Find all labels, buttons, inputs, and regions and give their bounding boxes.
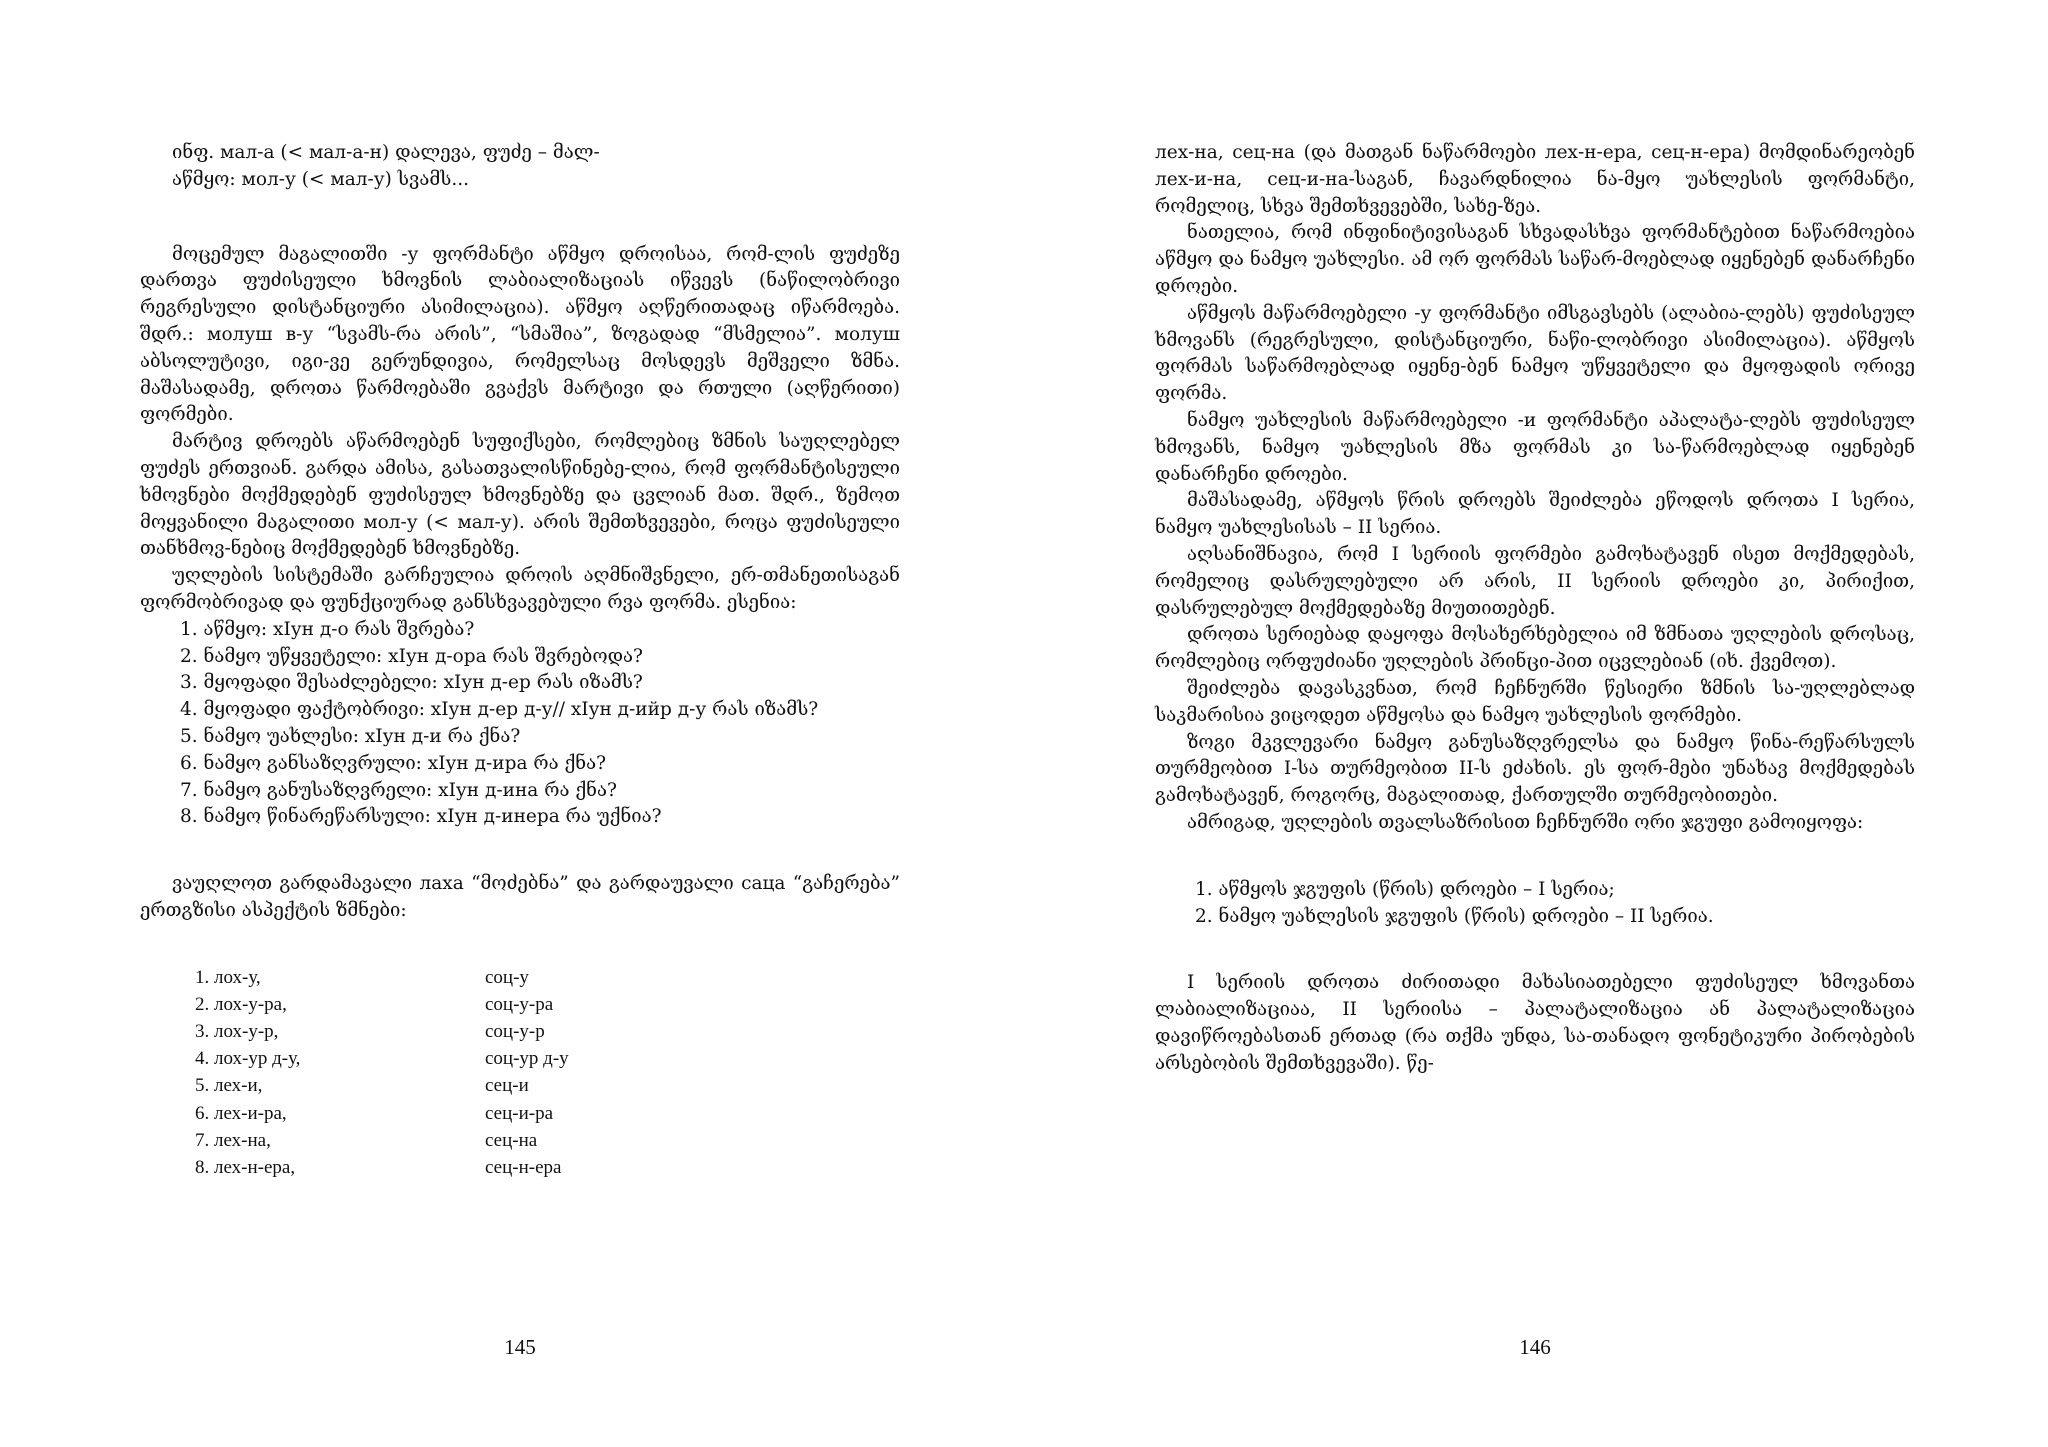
conjugation-intro: ვაუღლოთ გარდამავალი лаха “მოძებნა” და გარდაუვალი саца “გაჩერება” ერთგზისი ასპექტის ზმნები: — [140, 873, 900, 921]
spacer — [140, 194, 900, 242]
left-page — [140, 0, 900, 1447]
paragraph: მაშასადამე, აწმყოს წრის დროებს შეიძლება ეწოდოს დროთა I სერია, ნამყო უახლესისას – II სერია. — [1155, 490, 1915, 539]
intransitive-form: сец-н-ера — [485, 1157, 562, 1179]
intransitive-form: сец-и — [485, 1075, 529, 1097]
intransitive-form: соц-у-ра — [485, 993, 554, 1015]
paragraph: დროთა სერიებად დაყოფა მოსახერხებელია იმ ზმნათა უღლების დროსაც, რომლებიც ორფუძიანი უღლების პრინცი-პით იცვლებიან (იხ. ქვემოთ). — [1155, 624, 1915, 673]
tense-item: 6. ნამყო განსაზღვრული: хIун д-ира რა ქნა? — [180, 752, 607, 774]
paragraph: ნათელია, რომ ინფინიტივისაგან სხვადასხვა ფორმანტებით ნაწარმოებია აწმყო და ნამყო უახლესი. ამ ორ ფორმას საწარ-მოებლად იყენებენ დანარჩენი დროები. — [1155, 222, 1915, 297]
transitive-form: 7. лех-на, — [195, 1129, 271, 1151]
conjugation-row — [195, 1073, 569, 1100]
conjugation-table — [195, 965, 569, 1183]
transitive-form: 8. лех-н-ера, — [195, 1157, 296, 1179]
group-item: 1. აწმყოს ჯგუფის (წრის) დროები – I სერია; — [1195, 878, 1615, 900]
paragraph: ამრიგად, უღლების თვალსაზრისით ჩეჩნურში ორი ჯგუფი გამოიყოფა: — [1187, 811, 1864, 833]
right-page — [1155, 0, 1915, 1447]
paragraph: აწმყოს მაწარმოებელი -у ფორმანტი იმსგავსებს (ალაბია-ლებს) ფუძისეულ ხმოვანს (რეგრესული, დისტანციური, ნაწი-ლობრივი ასიმილაცია). აწმყოს ფორმას საწარმოებლად იყენე-ბენ ნამყო უწყვეტელი და მყოფადის ორივე ფორმა. — [1155, 302, 1915, 405]
paragraph: I სერიის დროთა ძირითადი მახასიათებელი ფუძისეულ ხმოვანთა ლაბიალიზაციაა, II სერიისა – პალატალიზაცია ან პალატალიზაცია დავიწროებასთან ერთად (რა თქმა უნდა, სა-თანადო ფონეტიკური პირობების არსებობის შემთხვევაში). წე- — [1155, 972, 1915, 1074]
conjugation-row — [195, 1128, 569, 1155]
paragraph: მარტივ დროებს აწარმოებენ სუფიქსები, რომლებიც ზმნის საუღლებელ ფუძეს ერთვიან. გარდა ამისა, გასათვალისწინებე-ლია, რომ ფორმანტისეული ხმოვნები მოქმედებენ ფუძისეულ ხმოვნებზე და ცვლიან მათ. შდრ., ზემოთ მოყვანილი მაგალითი мол-у (< мал-у). არის შემთხვევები, როცა ფუძისეული თანხმოვ-ნებიც მოქმედებენ ხმოვნებზე. — [140, 431, 900, 560]
transitive-form: 1. лох-у, — [195, 966, 261, 988]
conjugation-row — [195, 1046, 569, 1073]
tense-item: 1. აწმყო: хIун д-о რას შვრება? — [180, 618, 475, 640]
paragraph: უღლების სისტემაში გარჩეულია დროის აღმნიშვნელი, ერ-თმანეთისაგან ფორმობრივად და ფუნქციურად განსხვავებული რვა ფორმა. ესენია: — [140, 565, 900, 613]
conjugation-row — [195, 1155, 569, 1182]
spacer — [1155, 837, 1915, 877]
tense-item: 8. ნამყო წინარეწარსული: хIун д-инера რა უქნია? — [180, 806, 662, 828]
intransitive-form: сец-на — [485, 1129, 538, 1151]
tense-item: 3. მყოფადი შესაძლებელი: хIун д-ер რას იზამს? — [180, 672, 643, 694]
intransitive-form: соц-ур д-у — [485, 1048, 569, 1070]
tense-item: 2. ნამყო უწყვეტელი: хIун д-ора რას შვრებოდა? — [180, 645, 643, 667]
spacer — [140, 925, 900, 965]
paragraph: აღსანიშნავია, რომ I სერიის ფორმები გამოხატავენ ისეთ მოქმედებას, რომელიც დასრულებული არ არის, II სერიის დროები კი, პირიქით, დასრულებულ მოქმედებაზე მიუთითებენ. — [1155, 543, 1915, 619]
intro-line: აწმყო: мол-у (< мал-у) სვამს... — [172, 168, 470, 190]
transitive-form: 6. лех-и-ра, — [195, 1102, 287, 1124]
spacer — [140, 831, 900, 871]
group-item: 2. ნამყო უახლესის ჯგუფის (წრის) დროები – II სერია. — [1195, 905, 1714, 927]
tense-item: 7. ნამყო განუსაზღვრელი: хIун д-ина რა ქნა? — [180, 779, 617, 801]
paragraph: შეიძლება დავასკვნათ, რომ ჩეჩნურში წესიერი ზმნის სა-უღლებლად საკმარისია ვიცოდეთ აწმყოსა და ნამყო უახლესის ფორმები. — [1155, 677, 1915, 726]
conjugation-row — [195, 1019, 569, 1046]
conjugation-row — [195, 965, 569, 992]
conjugation-row — [195, 1101, 569, 1128]
transitive-form: 4. лох-ур д-у, — [195, 1048, 301, 1070]
intransitive-form: сец-и-ра — [485, 1102, 554, 1124]
transitive-form: 2. лох-у-ра, — [195, 993, 287, 1015]
transitive-form: 5. лех-и, — [195, 1075, 263, 1097]
paragraph: ზოგი მკვლევარი ნამყო განუსაზღვრელსა და ნამყო წინა-რეწარსულს თურმეობით I-სა თურმეობით II-ს ეძახის. ეს ფორ-მები უნახავ მოქმედებას გამოხატავენ, როგორც, მაგალითად, ქართულში თურმეობითები. — [1155, 731, 1915, 807]
tense-item: 5. ნამყო უახლესი: хIун д-и რა ქნა? — [180, 725, 521, 747]
conjugation-row — [195, 992, 569, 1019]
intro-line: ინფ. мал-а (< мал-а-н) დალევა, ფუძე – მალ- — [172, 142, 600, 163]
paragraph: ნამყო უახლესის მაწარმოებელი -и ფორმანტი აპალატა-ლებს ფუძისეულ ხმოვანს, ნამყო უახლესის მზა ფორმას კი სა-წარმოებლად იყენებენ დანარჩენი დროები. — [1155, 409, 1915, 485]
intransitive-form: соц-у-р — [485, 1021, 545, 1043]
tense-item: 4. მყოფადი ფაქტობრივი: хIун д-ер д-у// хIун д-ийр д-у რას იზამს? — [180, 699, 819, 721]
right-page-content — [1155, 140, 1915, 1078]
left-page-content — [140, 140, 900, 1182]
spacer — [1155, 930, 1915, 970]
paragraph: მოცემულ მაგალითში -у ფორმანტი აწმყო დროისაა, რომ-ლის ფუძეზე დართვა ფუძისეული ხმოვნის ლაბიალიზაციას იწვევს (ნაწილობრივი რეგრესული დისტანციური ასიმილაცია). აწმყო აღწერითადაც იწარმოება. შდრ.: молуш в-у “სვამს-რა არის”, “სმაშია”, ზოგადად “მსმელია”. молуш აბსოლუტივი, იგი-ვე გერუნდივია, რომელსაც მოსდევს მეშველი ზმნა. მაშასადამე, დროთა წარმოებაში გვაქვს მარტივი და რთული (აღწერითი) ფორმები. — [140, 243, 900, 426]
page-number: 145 — [504, 1335, 536, 1359]
intransitive-form: соц-у — [485, 966, 529, 988]
transitive-form: 3. лох-у-р, — [195, 1021, 279, 1043]
paragraph: лех-на, сец-на (და მათგან ნაწარმოები лех-н-ера, сец-н-ера) მომდინარეობენ лех-и-на, сец-и-на-საგან, ჩავარდნილია ნა-მყო უახლესის ფორმანტი, რომელიც, სხვა შემთხვევებში, სახე-ზეა. — [1155, 142, 1915, 217]
page-number: 146 — [1519, 1335, 1551, 1359]
